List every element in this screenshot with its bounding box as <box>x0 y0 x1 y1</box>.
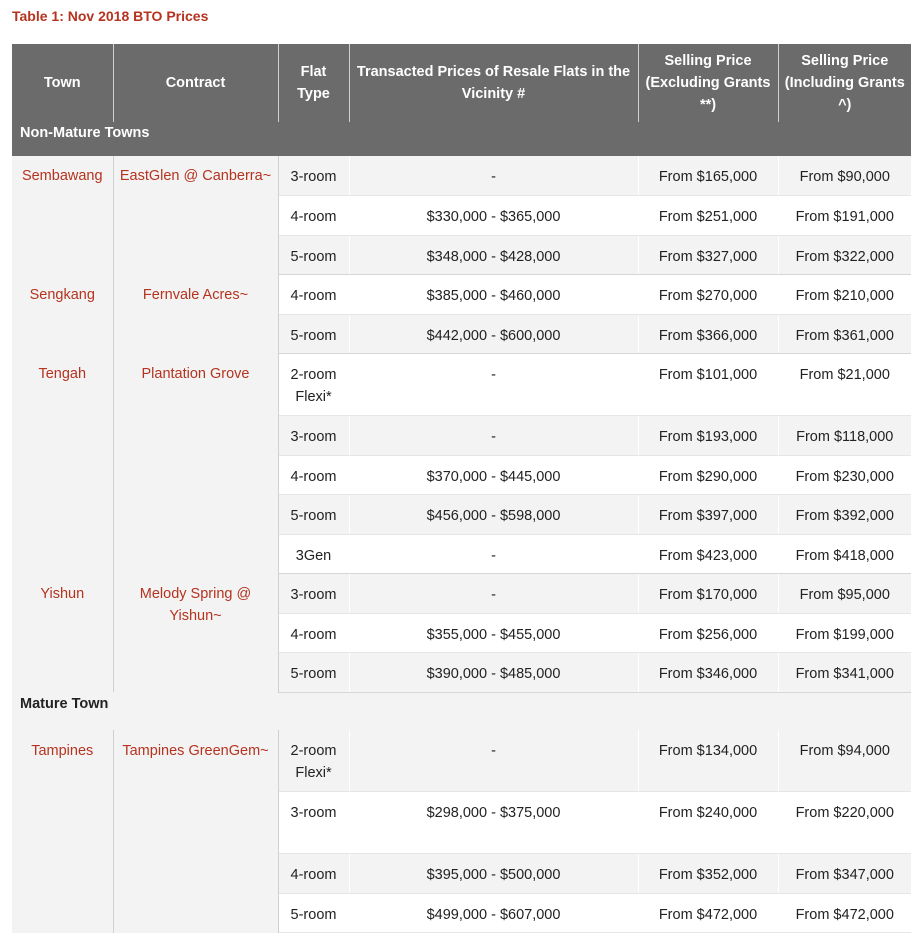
flat-type: 5-room <box>278 894 349 933</box>
section-label: Non-Mature Towns <box>12 122 911 156</box>
table-row <box>12 156 911 195</box>
header-price-incl-grants: Selling Price (Including Grants ^) <box>778 44 911 122</box>
section-row-non-mature <box>12 122 911 156</box>
flat-type: 5-room <box>278 235 349 274</box>
price-incl: From $210,000 <box>778 274 911 314</box>
header-flat-type: Flat Type <box>278 44 349 122</box>
resale-price: $385,000 - $460,000 <box>349 274 638 314</box>
price-excl: From $101,000 <box>638 353 778 415</box>
resale-price: - <box>349 573 638 613</box>
resale-price: $298,000 - $375,000 <box>349 792 638 854</box>
resale-price: $499,000 - $607,000 <box>349 894 638 933</box>
table-row <box>12 353 911 415</box>
price-incl: From $220,000 <box>778 792 911 854</box>
price-incl: From $347,000 <box>778 854 911 894</box>
price-excl: From $352,000 <box>638 854 778 894</box>
resale-price: $330,000 - $365,000 <box>349 195 638 235</box>
header-row <box>12 44 911 122</box>
town-name: Tampines <box>12 730 113 933</box>
flat-type: 4-room <box>278 455 349 494</box>
table-row <box>12 730 911 792</box>
flat-type: 5-room <box>278 314 349 353</box>
resale-price: - <box>349 730 638 792</box>
price-incl: From $94,000 <box>778 730 911 792</box>
town-name: Sengkang <box>12 274 113 353</box>
flat-type: 4-room <box>278 613 349 652</box>
resale-price: $395,000 - $500,000 <box>349 854 638 894</box>
resale-price: $390,000 - $485,000 <box>349 652 638 692</box>
header-price-excl-grants: Selling Price (Excluding Grants **) <box>638 44 778 122</box>
resale-price: $442,000 - $600,000 <box>349 314 638 353</box>
price-incl: From $21,000 <box>778 353 911 415</box>
price-incl: From $230,000 <box>778 455 911 494</box>
price-excl: From $193,000 <box>638 415 778 455</box>
flat-type: 4-room <box>278 195 349 235</box>
price-incl: From $418,000 <box>778 534 911 573</box>
price-excl: From $397,000 <box>638 494 778 534</box>
price-excl: From $134,000 <box>638 730 778 792</box>
price-incl: From $341,000 <box>778 652 911 692</box>
price-incl: From $472,000 <box>778 894 911 933</box>
price-excl: From $366,000 <box>638 314 778 353</box>
resale-price: - <box>349 353 638 415</box>
town-name: Sembawang <box>12 156 113 274</box>
resale-price: - <box>349 534 638 573</box>
contract-name: Melody Spring @ Yishun~ <box>113 573 278 692</box>
flat-type: 2-room Flexi* <box>278 353 349 415</box>
resale-price: $456,000 - $598,000 <box>349 494 638 534</box>
price-excl: From $251,000 <box>638 195 778 235</box>
flat-type: 3-room <box>278 792 349 854</box>
price-incl: From $118,000 <box>778 415 911 455</box>
flat-type: 2-room Flexi* <box>278 730 349 792</box>
price-excl: From $472,000 <box>638 894 778 933</box>
contract-name: Fernvale Acres~ <box>113 274 278 353</box>
section-row-mature <box>12 692 911 730</box>
flat-type: 5-room <box>278 494 349 534</box>
resale-price: - <box>349 156 638 195</box>
price-excl: From $256,000 <box>638 613 778 652</box>
price-excl: From $170,000 <box>638 573 778 613</box>
price-incl: From $199,000 <box>778 613 911 652</box>
price-incl: From $95,000 <box>778 573 911 613</box>
price-incl: From $191,000 <box>778 195 911 235</box>
flat-type: 3-room <box>278 573 349 613</box>
contract-name: Tampines GreenGem~ <box>113 730 278 933</box>
resale-price: $370,000 - $445,000 <box>349 455 638 494</box>
flat-type: 4-room <box>278 854 349 894</box>
price-excl: From $165,000 <box>638 156 778 195</box>
header-town: Town <box>12 44 113 122</box>
price-incl: From $361,000 <box>778 314 911 353</box>
flat-type: 5-room <box>278 652 349 692</box>
price-incl: From $322,000 <box>778 235 911 274</box>
section-label: Mature Town <box>12 692 911 730</box>
price-excl: From $240,000 <box>638 792 778 854</box>
table-row <box>12 274 911 314</box>
price-excl: From $270,000 <box>638 274 778 314</box>
resale-price: $355,000 - $455,000 <box>349 613 638 652</box>
table-caption: Table 1: Nov 2018 BTO Prices <box>12 8 209 24</box>
table-row <box>12 573 911 613</box>
resale-price: $348,000 - $428,000 <box>349 235 638 274</box>
contract-name: EastGlen @ Canberra~ <box>113 156 278 274</box>
header-resale-prices: Transacted Prices of Resale Flats in the Vicinity # <box>349 44 638 122</box>
price-excl: From $290,000 <box>638 455 778 494</box>
price-excl: From $327,000 <box>638 235 778 274</box>
flat-type: 3-room <box>278 156 349 195</box>
resale-price: - <box>349 415 638 455</box>
flat-type: 3Gen <box>278 534 349 573</box>
bto-prices-table <box>12 44 911 933</box>
contract-name: Plantation Grove <box>113 353 278 573</box>
town-name: Yishun <box>12 573 113 692</box>
flat-type: 4-room <box>278 274 349 314</box>
flat-type: 3-room <box>278 415 349 455</box>
price-excl: From $423,000 <box>638 534 778 573</box>
town-name: Tengah <box>12 353 113 573</box>
price-incl: From $90,000 <box>778 156 911 195</box>
price-excl: From $346,000 <box>638 652 778 692</box>
price-incl: From $392,000 <box>778 494 911 534</box>
header-contract: Contract <box>113 44 278 122</box>
